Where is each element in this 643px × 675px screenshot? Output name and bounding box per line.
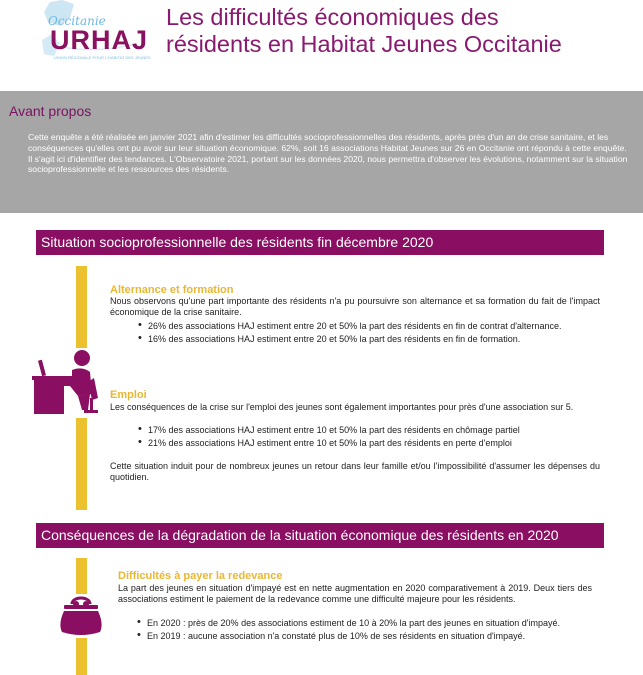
list-item: • 16% des associations HAJ estiment entre 20 et 50% la part des résidents en fin de formation. (138, 334, 601, 345)
logo-tagline: UNION RÉGIONALE POUR L'HABITAT DES JEUNES (54, 55, 151, 60)
emploi-heading: Emploi (110, 389, 147, 401)
section-1-title: Situation socioprofessionnelle des résidents fin décembre 2020 (36, 230, 604, 255)
purse-icon (56, 594, 106, 638)
logo-script-text: Occitanie (48, 14, 106, 28)
title-line-2: résidents en Habitat Jeunes Occitanie (166, 31, 562, 57)
title-line-1: Les difficultés économiques des (166, 4, 499, 30)
alternance-heading: Alternance et formation (110, 284, 234, 296)
section-2-title: Conséquences de la dégradation de la situation économique des résidents en 2020 (36, 523, 604, 548)
list-item: • En 2019 : aucune association n'a constaté plus de 10% de ses résidents en situation d'impayé. (137, 631, 593, 642)
redevance-list (137, 618, 593, 642)
list-item: • En 2020 : près de 20% des associations estiment de 10 à 20% la part des jeunes en situation d'impayé. (137, 618, 593, 629)
intro-heading: Avant propos (9, 103, 92, 119)
alternance-list (138, 321, 601, 345)
list-item: • 21% des associations HAJ estiment entre 10 et 50% la part des résidents en perte d'emploi (138, 438, 601, 449)
list-item: • 17% des associations HAJ estiment entre 10 et 50% la part des résidents en chômage partiel (138, 425, 601, 436)
page-title (166, 4, 562, 58)
person-at-desk-icon (30, 348, 102, 418)
list-item: • 26% des associations HAJ estiment entre 20 et 50% la part des résidents en fin de contrat d'alternance. (138, 321, 601, 332)
intro-paragraph-1: Cette enquête a été réalisée en janvier 2021 afin d'estimer les difficultés socioprofessionnelles des résidents, après près d'un an de crise sanitaire, et les conséquences qu'elles ont pu avoir sur leur situation économique. 62%, soit 16 associations Habitat Jeunes sur 26 en Occitanie ont répondu à cette enquête. (28, 132, 627, 153)
emploi-conclusion: Cette situation induit pour de nombreux jeunes un retour dans leur famille et/ou l'impossibilité d'assumer les dépenses du quotidien. (110, 461, 600, 482)
redevance-text: La part des jeunes en situation d'impayé est en nette augmentation en 2020 comparativement à 2019. Deux tiers des associations estiment le paiement de la redevance comme une difficulté majeure pour les résidents. (118, 583, 592, 604)
intro-text (28, 132, 630, 175)
alternance-text: Nous observons qu'une part importante des résidents n'a pu poursuivre son alternance et sa formation du fait de l'impact économique de la crise sanitaire. (110, 296, 600, 317)
intro-paragraph-2: Il s'agit ici d'identifier des tendances. L'Observatoire 2021, portant sur les données 2020, nous permettra d'observer les évolutions, notamment sur la situation socioprofessionnelle et les ressources des résidents. (28, 153, 628, 175)
emploi-text: Les conséquences de la crise sur l'emploi des jeunes sont également importantes pour près d'une association sur 5. (110, 402, 574, 412)
logo-name: URHAJ (50, 25, 149, 55)
emploi-list (138, 425, 601, 449)
redevance-heading: Difficultés à payer la redevance (118, 570, 283, 582)
